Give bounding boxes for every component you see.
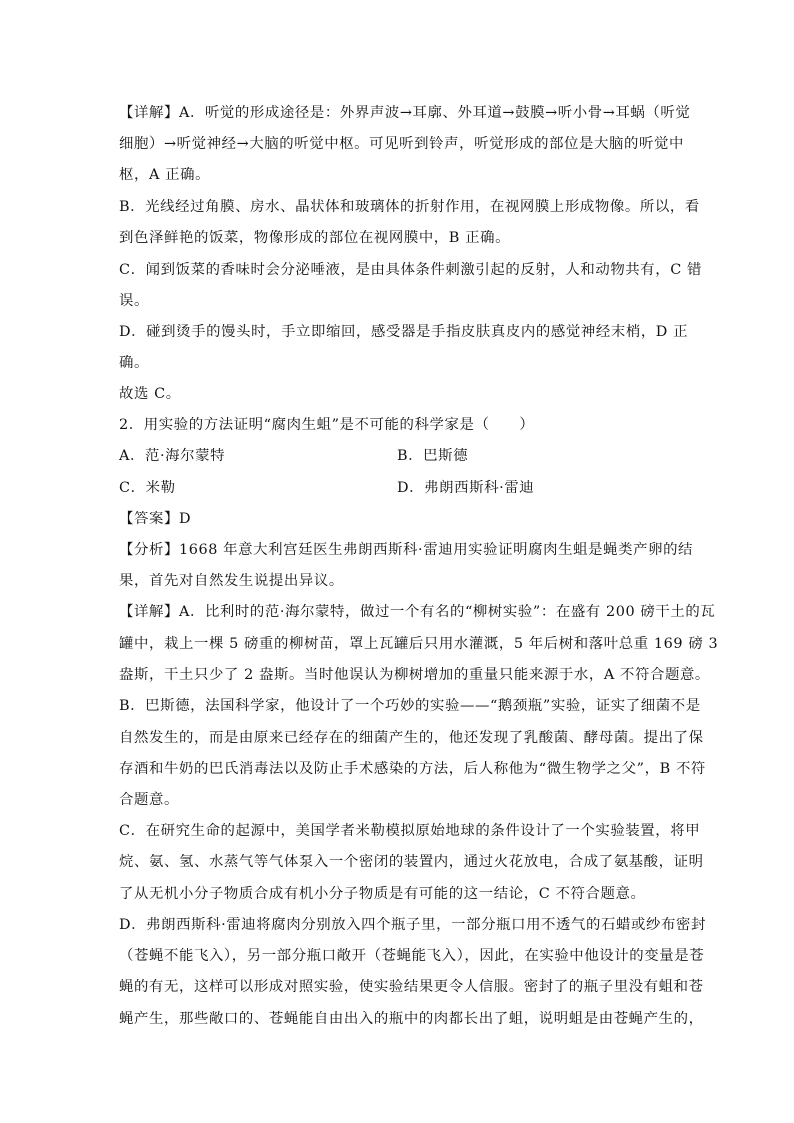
text-line: 细胞）→听觉神经→大脑的听觉中枢。可见听到铃声，听觉形成的部位是大脑的听觉中: [119, 136, 684, 152]
text-line: 果，首先对自然发生说提出异议。: [119, 573, 344, 589]
text-line: 蝇的有无，这样可以形成对照实验，使实验结果更令人信服。密封了的瓶子里没有蛆和苍: [119, 979, 704, 995]
text-line: 【详解】A．听觉的形成途径是：外界声波→耳廓、外耳道→鼓膜→听小骨→耳蜗（听觉: [119, 105, 691, 121]
text-line: 合题意。: [119, 792, 179, 808]
text-line: 了从无机小分子物质合成有机小分子物质是有可能的这一结论，C 不符合题意。: [119, 886, 646, 902]
option-b: B．巴斯德: [397, 448, 469, 464]
text-line: D．弗朗西斯科·雷迪将腐肉分别放入四个瓶子里，一部分瓶口用不透气的石蜡或纱布密封: [119, 917, 706, 933]
text-line: 存酒和牛奶的巴氏消毒法以及防止手术感染的方法，后人称他为“微生物学之父”，B 不符: [119, 761, 706, 777]
text-line: 盎斯，干土只少了 2 盎斯。当时他误认为柳树增加的重量只能来源于水，A 不符合题意。: [119, 667, 710, 683]
text-line: 到色泽鲜艳的饭菜，物像形成的部位在视网膜中，B 正确。: [119, 230, 511, 246]
text-line: C．闻到饭菜的香味时会分泌唾液，是由具体条件刺激引起的反射，人和动物共有，C 错: [119, 262, 703, 278]
text-line: B．巴斯德，法国科学家，他设计了一个巧妙的实验——“鹅颈瓶”实验，证实了细菌不是: [119, 698, 701, 714]
text-line: B．光线经过角膜、房水、晶状体和玻璃体的折射作用，在视网膜上形成物像。所以，看: [119, 199, 700, 215]
text-line: 故选 C。: [119, 386, 181, 402]
answer-line: 【答案】D: [119, 511, 192, 527]
text-line: D．碰到烫手的馒头时，手立即缩回，感受器是手指皮肤真皮内的感觉神经末梢，D 正: [119, 324, 689, 340]
text-line: 蝇产生，那些敞口的、苍蝇能自由出入的瓶中的肉都长出了蛆，说明蛆是由苍蝇产生的，: [119, 1011, 704, 1027]
text-line: C．在研究生命的起源中，美国学者米勒模拟原始地球的条件设计了一个实验装置，将甲: [119, 823, 701, 839]
text-line: 【分析】1668 年意大利宫廷医生弗朗西斯科·雷迪用实验证明腐肉生蛆是蝇类产卵的结: [119, 542, 694, 558]
text-line: 罐中，栽上一棵 5 磅重的柳树苗，罩上瓦罐后只用水灌溉，5 年后树和落叶总重 169 磅 3: [119, 636, 719, 652]
text-line: 烷、氨、氢、水蒸气等气体泵入一个密闭的装置内，通过火花放电，合成了氨基酸，证明: [119, 854, 704, 870]
text-line: 误。: [119, 293, 149, 309]
text-line: 确。: [119, 355, 149, 371]
question-line: 2．用实验的方法证明“腐肉生蛆”是不可能的科学家是（ ）: [119, 417, 535, 433]
text-line: （苍蝇不能飞入），另一部分瓶口敞开（苍蝇能飞入），因此，在实验中他设计的变量是苍: [119, 948, 705, 964]
option-c: C．米勒: [119, 480, 176, 496]
text-line: 自然发生的，而是由原来已经存在的细菌产生的，他还发现了乳酸菌、酵母菌。提出了保: [119, 730, 704, 746]
option-a: A．范·海尔蒙特: [119, 448, 226, 464]
text-line: 枢，A 正确。: [119, 167, 211, 183]
text-line: 【详解】A．比利时的范·海尔蒙特，做过一个有名的“柳树实验”：在盛有 200 磅干土的瓦: [119, 604, 716, 620]
option-d: D．弗朗西斯科·雷迪: [397, 480, 535, 496]
